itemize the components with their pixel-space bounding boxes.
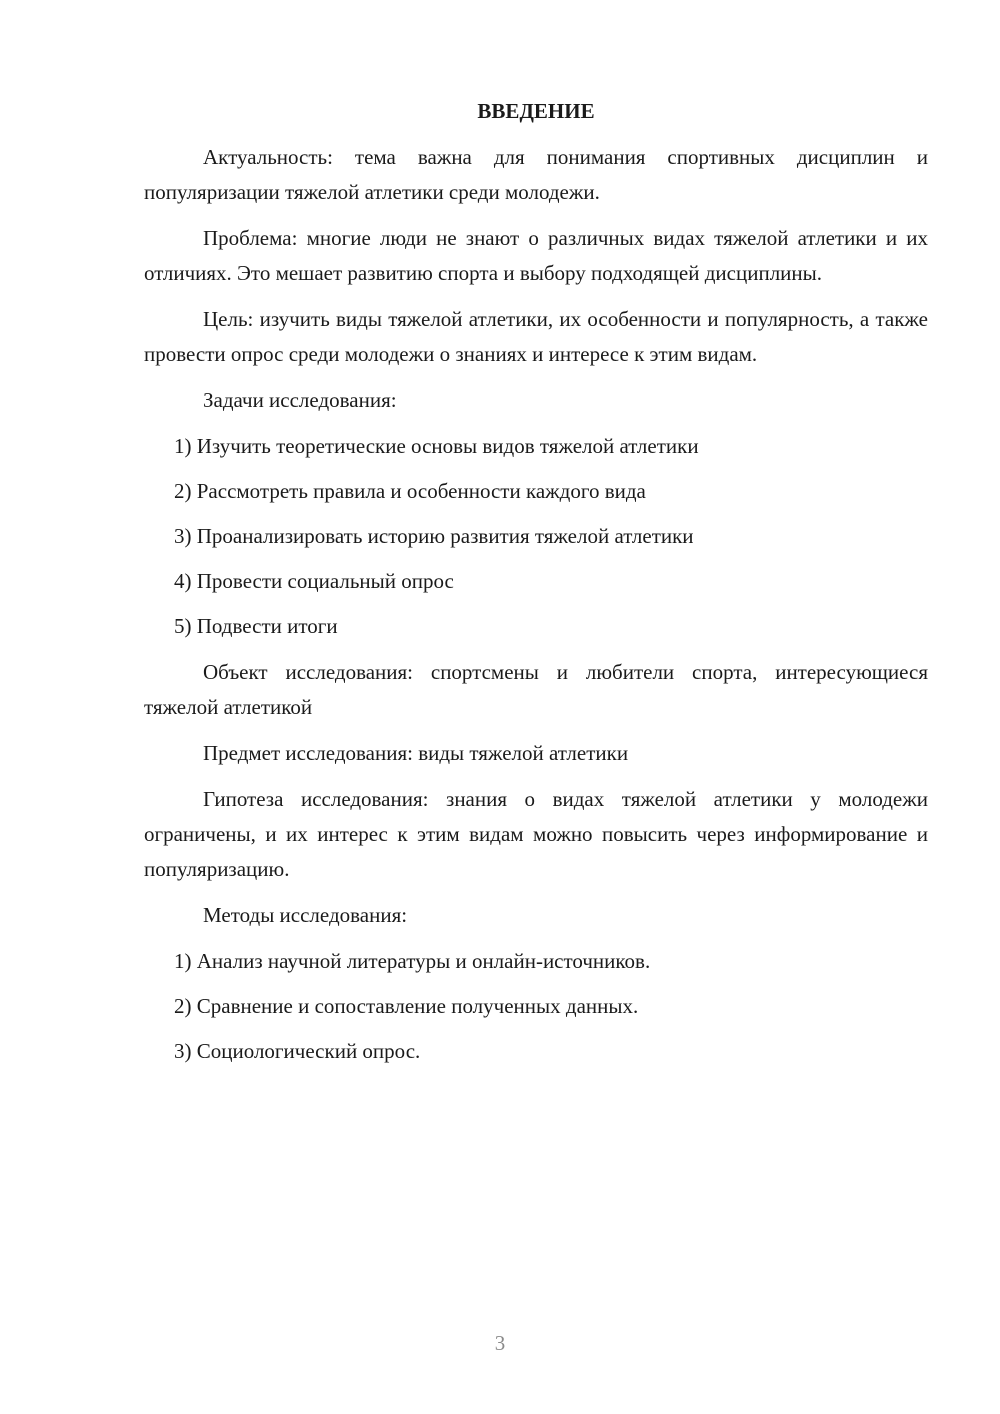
methods-label: Методы исследования: xyxy=(203,903,408,927)
method-item: 3) Социологический опрос. xyxy=(174,1039,421,1063)
page-number: 3 xyxy=(494,1331,506,1355)
problem-paragraph: Проблема: многие люди не знают о различных видах тяжелой атлетики и их отличиях. Это мешает развитию спорта и выбору подходящей дисциплины. xyxy=(144,226,928,285)
goal-paragraph: Цель: изучить виды тяжелой атлетики, их особенности и популярность, а также провести опрос среди молодежи о знаниях и интересе к этим видам. xyxy=(144,307,928,366)
relevance-paragraph: Актуальность: тема важна для понимания спортивных дисциплин и популяризации тяжелой атлетики среди молодежи. xyxy=(144,145,928,204)
tasks-list xyxy=(144,429,928,644)
method-item: 1) Анализ научной литературы и онлайн-источников. xyxy=(174,949,651,973)
task-item: 5) Подвести итоги xyxy=(174,614,338,638)
object-paragraph: Объект исследования: спортсмены и любители спорта, интересующиеся тяжелой атлетикой xyxy=(144,660,928,719)
task-item: 3) Проанализировать историю развития тяжелой атлетики xyxy=(174,524,694,548)
task-item: 4) Провести социальный опрос xyxy=(174,569,454,593)
tasks-label: Задачи исследования: xyxy=(203,388,397,412)
task-item: 1) Изучить теоретические основы видов тяжелой атлетики xyxy=(174,434,699,458)
hypothesis-paragraph: Гипотеза исследования: знания о видах тяжелой атлетики у молодежи ограничены, и их интерес к этим видам можно повысить через информирование и популяризацию. xyxy=(144,787,928,881)
page-content xyxy=(144,94,928,1080)
page-title: ВВЕДЕНИЕ xyxy=(477,99,595,123)
method-item: 2) Сравнение и сопоставление полученных данных. xyxy=(174,994,639,1018)
methods-list xyxy=(144,944,928,1069)
subject-paragraph: Предмет исследования: виды тяжелой атлетики xyxy=(203,741,629,765)
task-item: 2) Рассмотреть правила и особенности каждого вида xyxy=(174,479,646,503)
